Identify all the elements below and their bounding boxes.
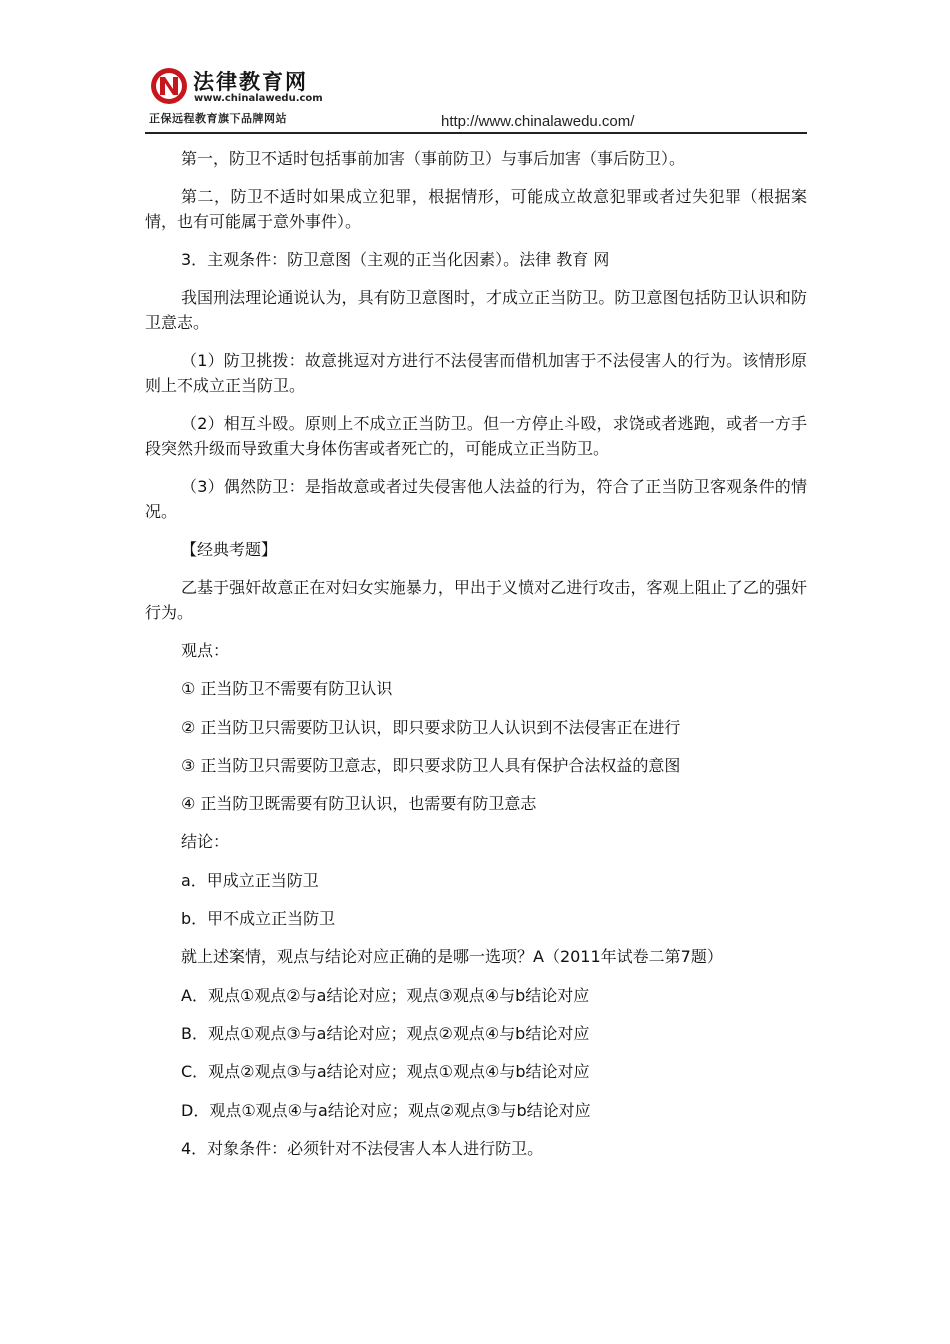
answer-option: C．观点②观点③与a结论对应；观点①观点④与b结论对应 (181, 1062, 590, 1082)
answer-option: D．观点①观点④与a结论对应；观点②观点③与b结论对应 (181, 1100, 591, 1120)
paragraph: 3．主观条件：防卫意图（主观的正当化因素）。法律 教育 网 (181, 250, 610, 269)
header-url-link[interactable]: http://www.chinalawedu.com/ (441, 113, 635, 130)
paragraph: 我国刑法理论通说认为，具有防卫意图时，才成立正当防卫。防卫意图包括防卫认识和防卫意志。 (145, 288, 807, 332)
answer-option: B．观点①观点③与a结论对应；观点②观点④与b结论对应 (181, 1023, 590, 1043)
list-item: 4．对象条件：必须针对不法侵害人本人进行防卫。 (181, 1138, 544, 1158)
section-heading: 【经典考题】 (181, 540, 278, 559)
answer-option: A．观点①观点②与a结论对应；观点③观点④与b结论对应 (181, 985, 590, 1005)
paragraph: （1）防卫挑拨：故意挑逗对方进行不法侵害而借机加害于不法侵害人的行为。该情形原则上不成立正当防卫。 (145, 351, 807, 395)
list-item: ④ 正当防卫既需要有防卫认识，也需要有防卫意志 (181, 794, 537, 814)
list-item: b．甲不成立正当防卫 (181, 909, 336, 929)
page-header (145, 60, 807, 134)
list-item: ① 正当防卫不需要有防卫认识 (181, 679, 393, 699)
site-logo[interactable] (145, 62, 325, 124)
question-stem: 就上述案情，观点与结论对应正确的是哪一选项？A（2011年试卷二第7题） (181, 947, 723, 967)
paragraph: （2）相互斗殴。原则上不成立正当防卫。但一方停止斗殴，求饶或者逃跑，或者一方手段突然升级而导致重大身体伤害或者死亡的，可能成立正当防卫。 (145, 414, 807, 458)
header-divider (145, 132, 807, 134)
list-item: a．甲成立正当防卫 (181, 870, 319, 890)
list-item: 结论： (181, 832, 230, 852)
paragraph: 乙基于强奸故意正在对妇女实施暴力，甲出于义愤对乙进行攻击，客观上阻止了乙的强奸行为。 (145, 578, 807, 622)
logo-title: 法律教育网 (193, 70, 308, 94)
document-body (145, 146, 807, 1174)
logo-tagline: 正保远程教育旗下品牌网站 (149, 112, 287, 125)
list-item: 观点： (181, 641, 230, 660)
paragraph: 第二，防卫不适时如果成立犯罪，根据情形，可能成立故意犯罪或者过失犯罪（根据案情，也有可能属于意外事件）。 (145, 187, 807, 231)
law-logo-icon (149, 66, 189, 106)
list-item: ② 正当防卫只需要防卫认识，即只要求防卫人认识到不法侵害正在进行 (181, 717, 681, 737)
paragraph: （3）偶然防卫：是指故意或者过失侵害他人法益的行为，符合了正当防卫客观条件的情况。 (145, 477, 807, 521)
logo-domain: www.chinalawedu.com (194, 93, 323, 104)
list-item: ③ 正当防卫只需要防卫意志，即只要求防卫人具有保护合法权益的意图 (181, 755, 681, 775)
paragraph: 第一，防卫不适时包括事前加害（事前防卫）与事后加害（事后防卫）。 (181, 149, 686, 168)
